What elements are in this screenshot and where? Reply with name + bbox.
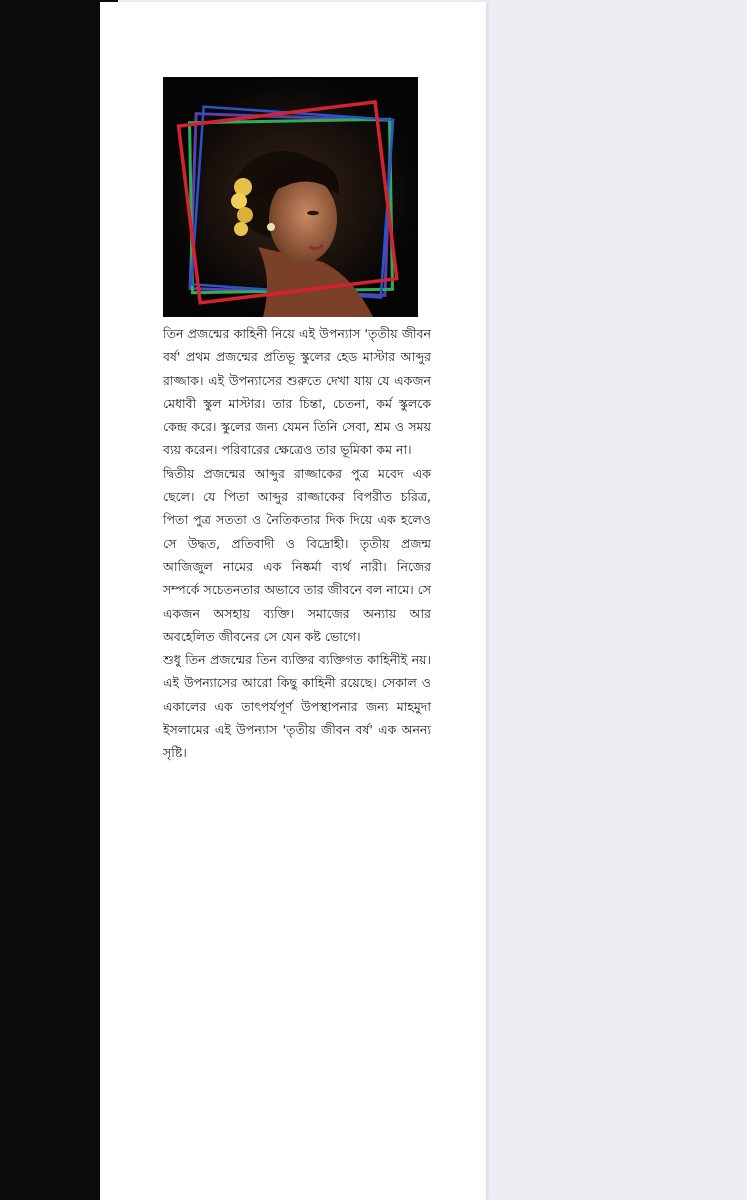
- blurb-paragraph: তিন প্রজন্মের কাহিনী নিয়ে এই উপন্যাস 'তৃতীয় জীবন বর্ষ' প্রথম প্রজন্মের প্রতিভূ স্কুলের হেড মাস্টার আব্দুর রাজ্জাক। এই উপন্যাসের শুরুতে দেখা যায় যে একজন মেধাবী স্কুল মাস্টার। তার চিন্তা, চেতনা, কর্ম স্কুলকে কেন্দ্র করে। স্কুলের জন্য যেমন তিনি সেবা, শ্রম ও সময় ব্যয় করেন। পরিবারের ক্ষেত্রেও তার ভূমিকা কম না।: [163, 326, 431, 458]
- blurb-paragraph: শুধু তিন প্রজন্মের তিন ব্যক্তির ব্যক্তিগত কাহিনীই নয়। এই উপন্যাসের আরো কিছু কাহিনী রয়েছে। সেকাল ও একালের এক তাৎপর্যপূর্ণ উপস্থাপনার জন্য মাহমুদা ইসলামের এই উপন্যাস 'তৃতীয় জীবন বর্ষ' এক অনন্য সৃষ্টি।: [163, 652, 431, 761]
- blurb-paragraph: দ্বিতীয় প্রজন্মের আব্দুর রাজ্জাকের পুত্র মবেদ এক ছেলে। যে পিতা আব্দুর রাজ্জাকের বিপরীত চরিত্র, পিতা পুত্র সততা ও নৈতিকতার দিক দিয়ে এক হলেও সে উদ্ধত, প্রতিবাদী ও বিদ্রোহী। তৃতীয় প্রজন্ম আজিজুল নামের এক নিষ্কর্মা ব্যর্থ নারী। নিজের সম্পর্কে সচেতনতার অভাবে তার জীবনে বল নামে। সে একজন অসহায় ব্যক্তি। সমাজের অন্যায় আর অবহেলিত জীবনের সে যেন কষ্ট ভোগে।: [163, 465, 432, 644]
- flap-blurb: [163, 322, 431, 765]
- author-portrait-photo: [163, 77, 418, 317]
- background-paper: [470, 0, 747, 1200]
